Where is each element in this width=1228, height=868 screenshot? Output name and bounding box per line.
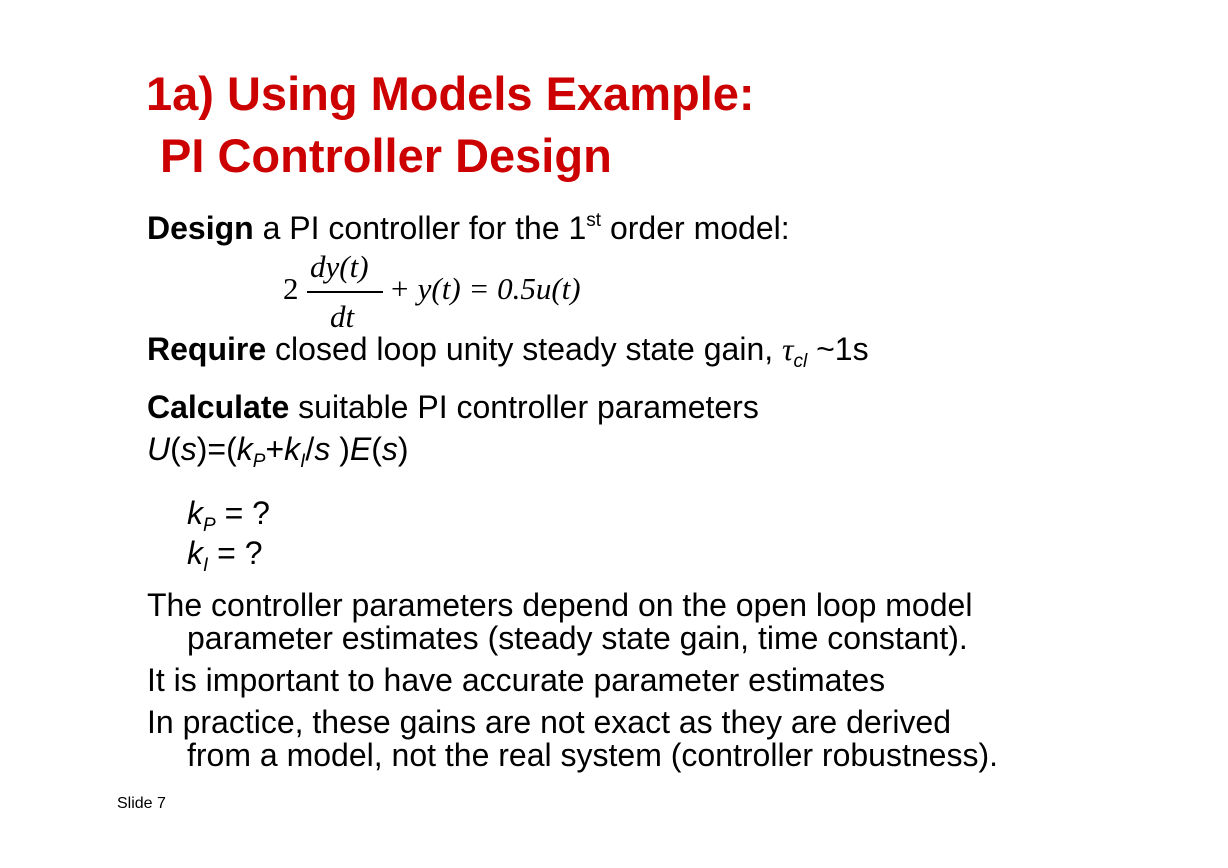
param-ki — [187, 535, 263, 584]
equation-numerator: dy(t) — [310, 249, 369, 284]
calculate-keyword: Calculate — [147, 389, 290, 425]
calculate-text: suitable PI controller parameters — [289, 389, 759, 425]
cl-paren-1: ( — [170, 431, 181, 467]
require-rest: ~1s — [807, 331, 869, 367]
control-law — [147, 431, 409, 480]
paragraph-1-line-1: The controller parameters depend on the open loop model — [147, 587, 973, 623]
cl-paren-2: )=( — [196, 431, 237, 467]
tau-subscript: cl — [793, 351, 808, 372]
cl-E: E — [349, 431, 372, 467]
equation-denominator: dt — [330, 299, 355, 334]
param-ki-sub: I — [203, 555, 209, 576]
design-superscript: st — [586, 210, 602, 231]
require-keyword: Require — [147, 331, 267, 367]
cl-plus: + — [265, 431, 285, 467]
paragraph-3-line-2: from a model, not the real system (controller robustness). — [187, 737, 998, 773]
require-text: closed loop unity steady state gain, — [266, 331, 783, 367]
calculate-line — [147, 389, 759, 425]
slide-title-line-1: 1a) Using Models Example: — [146, 67, 755, 120]
param-kp-value: = ? — [215, 495, 270, 531]
cl-k-2: k — [284, 431, 301, 467]
cl-s-3: s — [381, 431, 398, 467]
cl-s-1: s — [180, 431, 197, 467]
cl-U: U — [147, 431, 171, 467]
slide-title-line-2: PI Controller Design — [160, 129, 612, 182]
param-ki-value: = ? — [208, 535, 263, 571]
cl-k-1: k — [236, 431, 253, 467]
cl-paren-5: ) — [397, 431, 409, 467]
cl-s-2: s — [314, 431, 340, 467]
param-ki-k: k — [187, 535, 203, 571]
design-rest: order model: — [601, 210, 790, 246]
param-kp-sub: P — [203, 515, 216, 536]
equation-rhs: + y(t) = 0.5u(t) — [389, 271, 581, 306]
design-line — [147, 203, 790, 246]
param-kp-k: k — [187, 495, 203, 531]
paragraph-1-line-2: parameter estimates (steady state gain, time constant). — [187, 620, 968, 656]
equation-fraction-bar — [307, 291, 383, 293]
cl-paren-3: ) — [339, 431, 350, 467]
slide-number: Slide 7 — [117, 795, 166, 812]
tau-symbol: τ — [782, 331, 794, 367]
cl-paren-4: ( — [371, 431, 382, 467]
cl-sub-I: I — [300, 451, 306, 472]
paragraph-3-line-1: In practice, these gains are not exact as they are derived — [147, 704, 952, 740]
equation-coefficient: 2 — [283, 271, 299, 306]
require-line — [147, 331, 869, 380]
cl-slash: / — [305, 431, 315, 467]
design-text: a PI controller for the 1 — [253, 210, 587, 246]
paragraph-2: It is important to have accurate parameter estimates — [147, 662, 886, 698]
design-keyword: Design — [147, 210, 254, 246]
cl-sub-P: P — [252, 451, 266, 472]
